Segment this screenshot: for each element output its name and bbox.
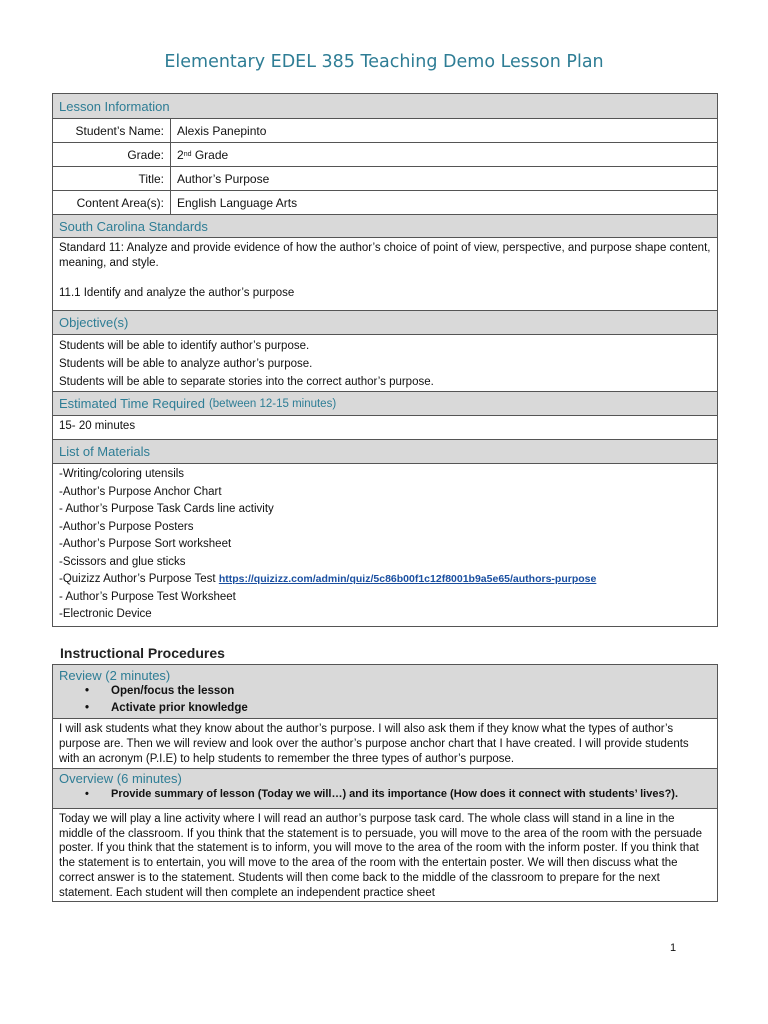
material-item: -Scissors and glue sticks — [59, 555, 186, 568]
quizizz-link[interactable]: https://quizizz.com/admin/quiz/5c86b00f1c12f8001b9a5e65/authors-purpose — [218, 573, 597, 585]
quizizz-label: -Quizizz Author’s Purpose Test — [59, 573, 219, 585]
student-name-row — [53, 119, 717, 143]
review-bullet: • Activate prior knowledge — [111, 700, 711, 717]
review-header-text: Review (2 minutes) — [59, 668, 171, 683]
document-title: Elementary EDEL 385 Teaching Demo Lesson Plan — [164, 52, 604, 72]
objective-item: Students will be able to analyze author’s purpose. — [59, 358, 313, 370]
objective-item: Students will be able to separate stories into the correct author’s purpose. — [59, 376, 434, 388]
procedures-title: Instructional Procedures — [60, 645, 225, 661]
standard-11-text: Standard 11: Analyze and provide evidence of how the author’s choice of point of view, perspective, and purpose shape content, meaning, and style. — [59, 242, 711, 269]
grade-number: 2 — [177, 147, 184, 162]
title-row — [53, 167, 717, 191]
material-item: -Author’s Purpose Sort worksheet — [59, 538, 232, 550]
page-number: 1 — [670, 942, 677, 954]
material-item: -Writing/coloring utensils — [59, 468, 185, 480]
objective-item: Students will be able to identify author’s purpose. — [59, 340, 310, 352]
materials-body — [53, 464, 717, 626]
grade-suffix: nd — [183, 151, 192, 158]
lesson-info-header-text: Lesson Information — [59, 98, 170, 114]
review-header — [53, 665, 717, 719]
materials-header — [53, 440, 717, 464]
material-item: -Author’s Purpose Posters — [59, 520, 194, 533]
content-area-label: Content Area(s): — [53, 191, 171, 214]
material-item: - Author’s Purpose Task Cards line activity — [59, 503, 274, 515]
time-header-text: Estimated Time Required — [59, 396, 205, 411]
standards-header — [53, 215, 717, 238]
standards-header-text: South Carolina Standards — [59, 218, 208, 234]
lesson-plan-table — [52, 93, 718, 627]
overview-text: Today we will play a line activity where I will read an author’s purpose task card. The whole class will stand in a line in the middle of the classroom. If you think that the statement is to persuade, you will move to the area of the room with the persuade poster. If you think that the statement is to inform, you will move to the area of the room with the inform poster. If you think that the statement is to entertain, you will move to the area of the room with the entertain poster. We will then discuss what the correct answer is to the statement. Students will then come back to the middle of the classroom to prepare for the next statement. Each student will then complete an independent practice sheet — [59, 813, 703, 899]
grade-value — [171, 143, 228, 166]
objectives-header — [53, 311, 717, 335]
material-item: -Author’s Purpose Anchor Chart — [59, 485, 222, 498]
overview-header — [53, 769, 717, 809]
standard-11-1-text: 11.1 Identify and analyze the author’s purpose — [59, 287, 295, 299]
time-header — [53, 392, 717, 416]
material-item: -Electronic Device — [59, 608, 152, 620]
objectives-header-text: Objective(s) — [59, 315, 129, 330]
review-bullet: • Open/focus the lesson — [111, 683, 711, 700]
overview-bullets — [59, 786, 711, 803]
content-area-value: English Language Arts — [177, 195, 298, 210]
grade-row — [53, 143, 717, 167]
review-body — [53, 719, 717, 769]
review-text: I will ask students what they know about the author’s purpose. I will also ask them if they know what the types of author’s purpose are. Then we will review and look over the author’s purpose anchor chart that I have created. I will provide students with an acronym (P.I.E) to help students to remember the three types of author’s purpose. — [59, 723, 689, 765]
time-body — [53, 416, 717, 440]
grade-word: Grade — [194, 147, 229, 162]
objectives-body — [53, 335, 717, 392]
time-value: 15- 20 minutes — [59, 420, 136, 432]
student-name-value: Alexis Panepinto — [177, 123, 267, 138]
review-bullets — [59, 683, 711, 717]
title-label: Title: — [53, 167, 171, 190]
content-area-row — [53, 191, 717, 215]
overview-body — [53, 809, 717, 901]
materials-header-text: List of Materials — [59, 444, 151, 459]
lesson-info-header — [53, 94, 717, 119]
procedures-table — [52, 664, 718, 902]
time-header-sub: (between 12-15 minutes) — [208, 397, 337, 410]
overview-header-text: Overview (6 minutes) — [59, 771, 182, 786]
material-item: - Author’s Purpose Test Worksheet — [59, 590, 236, 603]
standards-body — [53, 238, 717, 311]
material-item-quizizz — [59, 571, 711, 589]
overview-bullet: • Provide summary of lesson (Today we will…) and its importance (How does it connect with students’ lives?). — [111, 786, 711, 803]
grade-label: Grade: — [53, 143, 171, 166]
student-name-label: Student’s Name: — [53, 119, 171, 142]
title-value: Author’s Purpose — [177, 171, 270, 186]
